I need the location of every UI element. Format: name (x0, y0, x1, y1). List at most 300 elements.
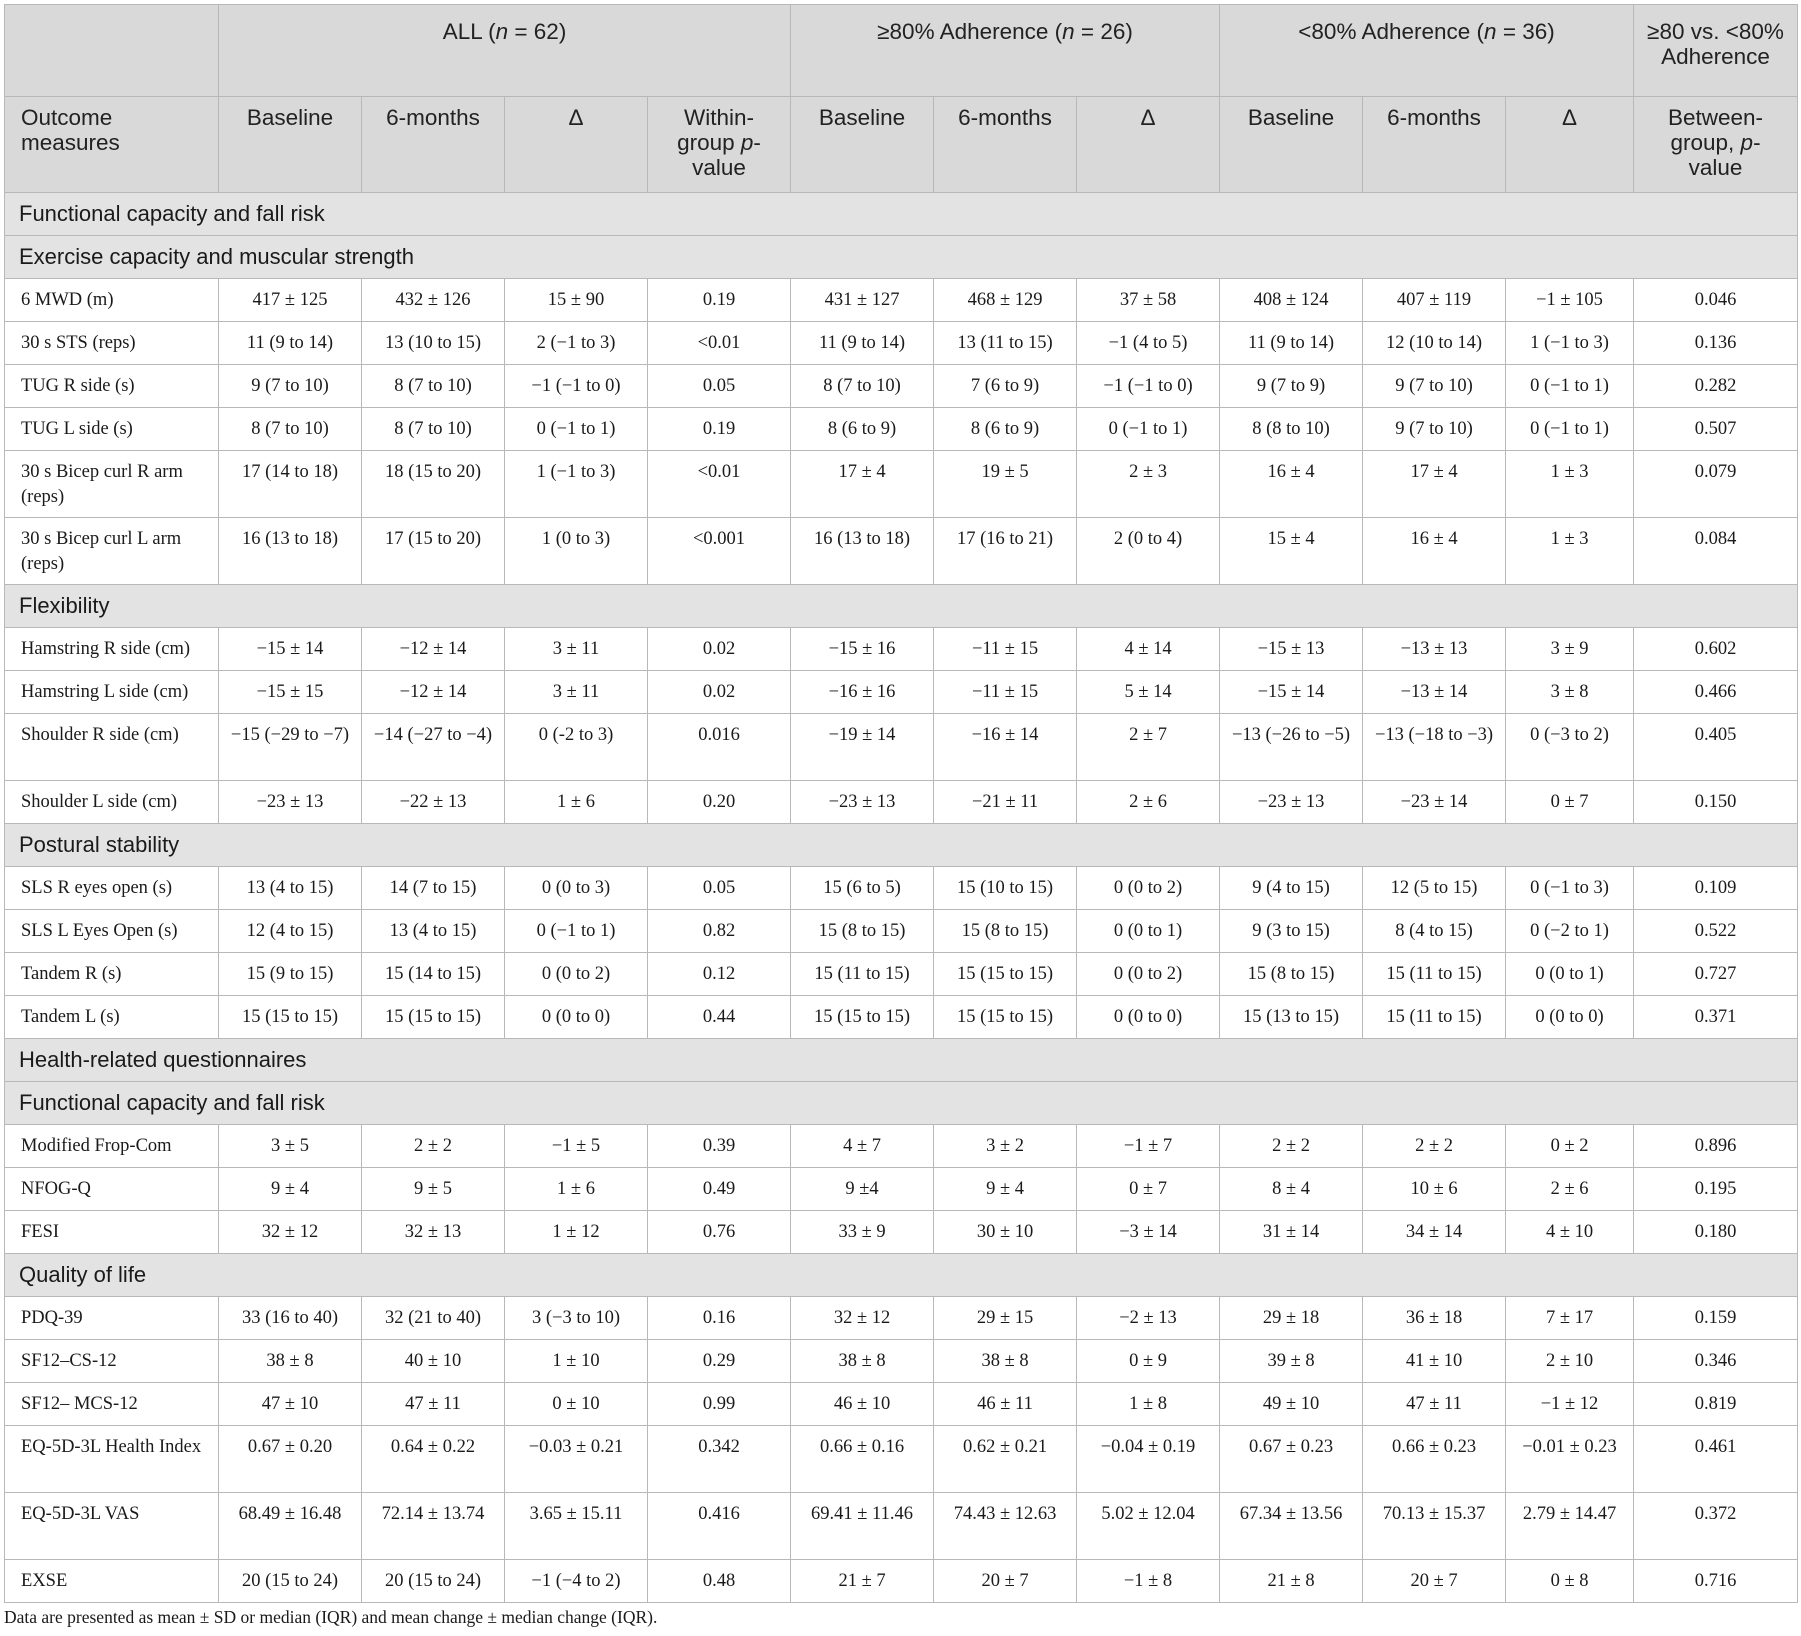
outcome-label: Modified Frop-Com (5, 1125, 219, 1168)
all-delta-header: Δ (505, 97, 648, 193)
table-cell: −13 (−26 to −5) (1220, 714, 1363, 781)
outcome-label: Hamstring R side (cm) (5, 628, 219, 671)
table-cell: 0.896 (1634, 1125, 1798, 1168)
table-cell: 2 (−1 to 3) (505, 322, 648, 365)
group-all-header (219, 5, 791, 97)
section-heading: Postural stability (5, 824, 1798, 867)
table-cell: −1 (−1 to 0) (1077, 365, 1220, 408)
table-cell: 32 ± 12 (219, 1211, 362, 1254)
table-cell: 0.19 (648, 279, 791, 322)
table-cell: 30 ± 10 (934, 1211, 1077, 1254)
table-cell: 0.727 (1634, 953, 1798, 996)
outcome-label: 30 s Bicep curl L arm (reps) (5, 518, 219, 585)
outcome-label: 30 s Bicep curl R arm (reps) (5, 451, 219, 518)
table-cell: −21 ± 11 (934, 781, 1077, 824)
table-cell: 0 (−1 to 3) (1506, 867, 1634, 910)
table-cell: 3 ± 9 (1506, 628, 1634, 671)
outcome-label: Tandem R (s) (5, 953, 219, 996)
table-cell: −23 ± 13 (791, 781, 934, 824)
table-cell: −1 ± 105 (1506, 279, 1634, 322)
table-cell: 32 ± 13 (362, 1211, 505, 1254)
table-cell: 0.522 (1634, 910, 1798, 953)
table-cell: 13 (10 to 15) (362, 322, 505, 365)
table-cell: −15 ± 14 (219, 628, 362, 671)
table-cell: 19 ± 5 (934, 451, 1077, 518)
table-cell: 7 ± 17 (1506, 1297, 1634, 1340)
group-all-label: ALL ( (442, 19, 496, 44)
table-cell: 2.79 ± 14.47 (1506, 1493, 1634, 1560)
table-cell: 15 (13 to 15) (1220, 996, 1363, 1039)
table-cell: 0 (−1 to 1) (505, 910, 648, 953)
group-all-n: n (495, 19, 509, 44)
table-cell: 15 (9 to 15) (219, 953, 362, 996)
table-cell: 0.416 (648, 1493, 791, 1560)
group-high-label: ≥80% Adherence ( (877, 19, 1063, 44)
table-cell: 36 ± 18 (1363, 1297, 1506, 1340)
table-cell: 16 (13 to 18) (219, 518, 362, 585)
table-cell: 0.136 (1634, 322, 1798, 365)
table-cell: 0.016 (648, 714, 791, 781)
table-cell: 8 (4 to 15) (1363, 910, 1506, 953)
table-cell: 9 (7 to 9) (1220, 365, 1363, 408)
table-cell: 0.150 (1634, 781, 1798, 824)
table-cell: 3 ± 11 (505, 628, 648, 671)
table-cell: 0.084 (1634, 518, 1798, 585)
table-cell: 0.461 (1634, 1426, 1798, 1493)
section-heading: Flexibility (5, 585, 1798, 628)
low-delta-header: Δ (1506, 97, 1634, 193)
table-cell: 29 ± 15 (934, 1297, 1077, 1340)
table-cell: 3.65 ± 15.11 (505, 1493, 648, 1560)
table-cell: −0.01 ± 0.23 (1506, 1426, 1634, 1493)
table-cell: 1 ± 3 (1506, 518, 1634, 585)
outcome-label: Shoulder R side (cm) (5, 714, 219, 781)
table-cell: 15 (15 to 15) (934, 996, 1077, 1039)
table-cell: 15 (15 to 15) (219, 996, 362, 1039)
within-group-text: Within-group (677, 105, 755, 155)
table-row (5, 953, 1798, 996)
table-cell: 0.66 ± 0.23 (1363, 1426, 1506, 1493)
between-group-suffix: -value (1688, 130, 1761, 180)
table-cell: −22 ± 13 (362, 781, 505, 824)
table-cell: 9 (7 to 10) (1363, 365, 1506, 408)
table-cell: 21 ± 7 (791, 1560, 934, 1603)
table-cell: −1 (−1 to 0) (505, 365, 648, 408)
section-row (5, 1254, 1798, 1297)
table-cell: 0.159 (1634, 1297, 1798, 1340)
table-cell: −1 ± 7 (1077, 1125, 1220, 1168)
table-cell: −16 ± 16 (791, 671, 934, 714)
outcome-measures-header: Outcome measures (5, 97, 219, 193)
table-cell: 14 (7 to 15) (362, 867, 505, 910)
table-cell: <0.01 (648, 322, 791, 365)
table-cell: 11 (9 to 14) (1220, 322, 1363, 365)
table-cell: 15 (14 to 15) (362, 953, 505, 996)
table-row (5, 867, 1798, 910)
table-cell: 1 ± 6 (505, 1168, 648, 1211)
table-cell: 0 ± 2 (1506, 1125, 1634, 1168)
table-cell: 0.716 (1634, 1560, 1798, 1603)
table-cell: −23 ± 13 (219, 781, 362, 824)
section-row (5, 585, 1798, 628)
table-cell: 12 (4 to 15) (219, 910, 362, 953)
group-low-label: <80% Adherence ( (1298, 19, 1485, 44)
table-cell: 0.76 (648, 1211, 791, 1254)
table-cell: 0.195 (1634, 1168, 1798, 1211)
header-corner (5, 5, 219, 97)
comparison-header: ≥80 vs. <80% Adherence (1634, 5, 1798, 97)
outcome-label: Tandem L (s) (5, 996, 219, 1039)
table-cell: 0 (0 to 2) (1077, 867, 1220, 910)
table-cell: 0.20 (648, 781, 791, 824)
table-row (5, 1560, 1798, 1603)
table-cell: 17 (14 to 18) (219, 451, 362, 518)
table-cell: 0 (0 to 0) (1506, 996, 1634, 1039)
table-cell: 432 ± 126 (362, 279, 505, 322)
table-cell: 0.67 ± 0.20 (219, 1426, 362, 1493)
table-cell: 0.82 (648, 910, 791, 953)
table-row (5, 365, 1798, 408)
table-cell: 70.13 ± 15.37 (1363, 1493, 1506, 1560)
within-group-p: p (740, 130, 754, 155)
table-row (5, 1125, 1798, 1168)
table-cell: 4 ± 14 (1077, 628, 1220, 671)
between-group-text: Between-group, (1667, 105, 1764, 155)
table-cell: 0 (−1 to 1) (1506, 408, 1634, 451)
table-cell: −1 ± 5 (505, 1125, 648, 1168)
table-cell: 2 ± 2 (1363, 1125, 1506, 1168)
table-cell: 69.41 ± 11.46 (791, 1493, 934, 1560)
table-row (5, 671, 1798, 714)
table-cell: −15 ± 15 (219, 671, 362, 714)
table-cell: 0 ± 10 (505, 1383, 648, 1426)
outcome-label: SLS R eyes open (s) (5, 867, 219, 910)
table-cell: 1 ± 8 (1077, 1383, 1220, 1426)
low-baseline-header: Baseline (1220, 97, 1363, 193)
table-cell: 417 ± 125 (219, 279, 362, 322)
table-cell: 21 ± 8 (1220, 1560, 1363, 1603)
table-cell: 20 (15 to 24) (219, 1560, 362, 1603)
table-cell: 0.66 ± 0.16 (791, 1426, 934, 1493)
group-high-n: n (1062, 19, 1075, 44)
section-row (5, 236, 1798, 279)
section-heading: Exercise capacity and muscular strength (5, 236, 1798, 279)
table-row (5, 1383, 1798, 1426)
table-cell: −19 ± 14 (791, 714, 934, 781)
table-cell: 0.16 (648, 1297, 791, 1340)
table-cell: 0.819 (1634, 1383, 1798, 1426)
table-cell: 0.046 (1634, 279, 1798, 322)
table-cell: 0 ± 7 (1506, 781, 1634, 824)
table-cell: 40 ± 10 (362, 1340, 505, 1383)
table-cell: 2 ± 3 (1077, 451, 1220, 518)
table-row (5, 1211, 1798, 1254)
table-cell: 13 (11 to 15) (934, 322, 1077, 365)
table-cell: −13 (−18 to −3) (1363, 714, 1506, 781)
outcome-label: 30 s STS (reps) (5, 322, 219, 365)
outcome-label: SF12– MCS-12 (5, 1383, 219, 1426)
table-cell: 2 ± 6 (1077, 781, 1220, 824)
table-row (5, 1426, 1798, 1493)
table-cell: 3 ± 2 (934, 1125, 1077, 1168)
high-6-months-header: 6-months (934, 97, 1077, 193)
table-cell: 8 (7 to 10) (219, 408, 362, 451)
table-header (5, 5, 1798, 193)
table-cell: −1 (−4 to 2) (505, 1560, 648, 1603)
table-cell: 431 ± 127 (791, 279, 934, 322)
table-cell: 68.49 ± 16.48 (219, 1493, 362, 1560)
table-cell: 3 ± 11 (505, 671, 648, 714)
group-low-count: = 36) (1496, 19, 1555, 44)
outcomes-table (4, 4, 1798, 1603)
table-row (5, 910, 1798, 953)
table-cell: 31 ± 14 (1220, 1211, 1363, 1254)
table-cell: <0.01 (648, 451, 791, 518)
table-cell: 1 ± 3 (1506, 451, 1634, 518)
table-cell: 33 (16 to 40) (219, 1297, 362, 1340)
table-cell: 0 (−2 to 1) (1506, 910, 1634, 953)
table-cell: 10 ± 6 (1363, 1168, 1506, 1211)
table-cell: 1 ± 6 (505, 781, 648, 824)
table-cell: 33 ± 9 (791, 1211, 934, 1254)
group-high-adherence-header (791, 5, 1220, 97)
table-cell: 0 (−3 to 2) (1506, 714, 1634, 781)
table-cell: 32 ± 12 (791, 1297, 934, 1340)
outcome-label: SLS L Eyes Open (s) (5, 910, 219, 953)
table-cell: 8 ± 4 (1220, 1168, 1363, 1211)
table-footnote: Data are presented as mean ± SD or median (IQR) and mean change ± median change (IQR). (4, 1607, 658, 1627)
table-cell: 46 ± 11 (934, 1383, 1077, 1426)
high-baseline-header: Baseline (791, 97, 934, 193)
table-cell: 0.67 ± 0.23 (1220, 1426, 1363, 1493)
outcome-label: TUG L side (s) (5, 408, 219, 451)
table-cell: 11 (9 to 14) (219, 322, 362, 365)
table-cell: 468 ± 129 (934, 279, 1077, 322)
table-cell: −11 ± 15 (934, 628, 1077, 671)
table-cell: 15 (8 to 15) (791, 910, 934, 953)
table-cell: 0.05 (648, 365, 791, 408)
section-heading: Health-related questionnaires (5, 1039, 1798, 1082)
table-cell: 17 ± 4 (791, 451, 934, 518)
table-cell: 407 ± 119 (1363, 279, 1506, 322)
table-cell: −13 ± 14 (1363, 671, 1506, 714)
outcome-label: EQ-5D-3L Health Index (5, 1426, 219, 1493)
table-cell: 37 ± 58 (1077, 279, 1220, 322)
table-cell: 0 (0 to 0) (1077, 996, 1220, 1039)
table-cell: 38 ± 8 (219, 1340, 362, 1383)
section-row (5, 1082, 1798, 1125)
table-cell: 47 ± 11 (1363, 1383, 1506, 1426)
outcome-label: NFOG-Q (5, 1168, 219, 1211)
table-cell: 0.405 (1634, 714, 1798, 781)
table-cell: 46 ± 10 (791, 1383, 934, 1426)
table-cell: 2 ± 10 (1506, 1340, 1634, 1383)
table-cell: −1 (4 to 5) (1077, 322, 1220, 365)
table-row (5, 451, 1798, 518)
table-cell: 5.02 ± 12.04 (1077, 1493, 1220, 1560)
table-cell: 34 ± 14 (1363, 1211, 1506, 1254)
table-cell: −14 (−27 to −4) (362, 714, 505, 781)
table-cell: 15 (11 to 15) (791, 953, 934, 996)
table-cell: −0.04 ± 0.19 (1077, 1426, 1220, 1493)
table-cell: 0 (0 to 0) (505, 996, 648, 1039)
table-cell: 49 ± 10 (1220, 1383, 1363, 1426)
table-cell: 20 ± 7 (934, 1560, 1077, 1603)
table-cell: 2 (0 to 4) (1077, 518, 1220, 585)
table-row (5, 1340, 1798, 1383)
table-cell: 47 ± 10 (219, 1383, 362, 1426)
table-cell: 15 (6 to 5) (791, 867, 934, 910)
table-cell: 38 ± 8 (791, 1340, 934, 1383)
table-cell: −0.03 ± 0.21 (505, 1426, 648, 1493)
table-cell: 67.34 ± 13.56 (1220, 1493, 1363, 1560)
table-cell: 39 ± 8 (1220, 1340, 1363, 1383)
table-cell: 0 (−1 to 1) (1506, 365, 1634, 408)
table-cell: 15 (15 to 15) (791, 996, 934, 1039)
section-heading: Functional capacity and fall risk (5, 193, 1798, 236)
table-cell: −15 (−29 to −7) (219, 714, 362, 781)
outcome-label: 6 MWD (m) (5, 279, 219, 322)
table-cell: 0 (0 to 3) (505, 867, 648, 910)
table-cell: 0.282 (1634, 365, 1798, 408)
table-cell: 0 (0 to 1) (1506, 953, 1634, 996)
table-cell: 38 ± 8 (934, 1340, 1077, 1383)
table-cell: 0.602 (1634, 628, 1798, 671)
table-cell: 0 ± 9 (1077, 1340, 1220, 1383)
table-row (5, 996, 1798, 1039)
table-cell: 29 ± 18 (1220, 1297, 1363, 1340)
table-cell: 0.507 (1634, 408, 1798, 451)
section-row (5, 1039, 1798, 1082)
table-cell: 9 (3 to 15) (1220, 910, 1363, 953)
table-cell: 74.43 ± 12.63 (934, 1493, 1077, 1560)
table-cell: 0 (0 to 2) (505, 953, 648, 996)
table-cell: 4 ± 7 (791, 1125, 934, 1168)
table-cell: 17 ± 4 (1363, 451, 1506, 518)
table-cell: −23 ± 14 (1363, 781, 1506, 824)
table-cell: 1 ± 10 (505, 1340, 648, 1383)
table-body (5, 193, 1798, 1603)
outcome-label: FESI (5, 1211, 219, 1254)
table-cell: 20 (15 to 24) (362, 1560, 505, 1603)
table-cell: −15 ± 14 (1220, 671, 1363, 714)
outcome-label: EXSE (5, 1560, 219, 1603)
table-cell: 13 (4 to 15) (219, 867, 362, 910)
table-cell: 0.346 (1634, 1340, 1798, 1383)
high-delta-header: Δ (1077, 97, 1220, 193)
table-cell: 4 ± 10 (1506, 1211, 1634, 1254)
outcome-label: SF12–CS-12 (5, 1340, 219, 1383)
table-cell: 0.64 ± 0.22 (362, 1426, 505, 1493)
table-cell: 8 (8 to 10) (1220, 408, 1363, 451)
table-cell: 11 (9 to 14) (791, 322, 934, 365)
table-cell: 0 (−1 to 1) (505, 408, 648, 451)
table-cell: −2 ± 13 (1077, 1297, 1220, 1340)
table-cell: 8 (7 to 10) (362, 365, 505, 408)
table-cell: 2 ± 2 (1220, 1125, 1363, 1168)
low-6-months-header: 6-months (1363, 97, 1506, 193)
table-cell: 408 ± 124 (1220, 279, 1363, 322)
table-cell: <0.001 (648, 518, 791, 585)
table-cell: 0.49 (648, 1168, 791, 1211)
table-cell: 0.079 (1634, 451, 1798, 518)
table-cell: −11 ± 15 (934, 671, 1077, 714)
column-header-row (5, 97, 1798, 193)
table-cell: 0.05 (648, 867, 791, 910)
table-cell: 0.342 (648, 1426, 791, 1493)
table-cell: 16 ± 4 (1220, 451, 1363, 518)
table-cell: −13 ± 13 (1363, 628, 1506, 671)
table-cell: 15 ± 4 (1220, 518, 1363, 585)
within-group-suffix: -value (692, 130, 761, 180)
table-cell: 9 ± 4 (934, 1168, 1077, 1211)
table-cell: 0.02 (648, 671, 791, 714)
section-row (5, 193, 1798, 236)
table-cell: 1 (0 to 3) (505, 518, 648, 585)
table-cell: −3 ± 14 (1077, 1211, 1220, 1254)
table-cell: −1 ± 12 (1506, 1383, 1634, 1426)
table-row (5, 1168, 1798, 1211)
table-row (5, 518, 1798, 585)
table-row (5, 1493, 1798, 1560)
table-cell: 0 (0 to 1) (1077, 910, 1220, 953)
section-heading: Functional capacity and fall risk (5, 1082, 1798, 1125)
table-row (5, 628, 1798, 671)
table-cell: 0.19 (648, 408, 791, 451)
table-cell: 15 (8 to 15) (1220, 953, 1363, 996)
table-cell: 15 (8 to 15) (934, 910, 1077, 953)
table-cell: 0 (-2 to 3) (505, 714, 648, 781)
table-cell: 9 (7 to 10) (1363, 408, 1506, 451)
table-cell: 20 ± 7 (1363, 1560, 1506, 1603)
results-table-container (4, 4, 1797, 1603)
within-group-p-header (648, 97, 791, 193)
table-cell: 0 (−1 to 1) (1077, 408, 1220, 451)
table-row (5, 714, 1798, 781)
table-cell: 8 (7 to 10) (362, 408, 505, 451)
table-cell: 0 ± 7 (1077, 1168, 1220, 1211)
table-cell: −23 ± 13 (1220, 781, 1363, 824)
table-cell: 0.99 (648, 1383, 791, 1426)
table-cell: 8 (7 to 10) (791, 365, 934, 408)
table-cell: 8 (6 to 9) (791, 408, 934, 451)
table-cell: 1 ± 12 (505, 1211, 648, 1254)
table-cell: 32 (21 to 40) (362, 1297, 505, 1340)
table-cell: 2 ± 2 (362, 1125, 505, 1168)
between-group-p: p (1740, 130, 1754, 155)
table-row (5, 322, 1798, 365)
table-cell: 0.62 ± 0.21 (934, 1426, 1077, 1493)
table-cell: 0.39 (648, 1125, 791, 1168)
table-cell: 2 ± 7 (1077, 714, 1220, 781)
table-cell: 16 ± 4 (1363, 518, 1506, 585)
table-cell: −15 ± 13 (1220, 628, 1363, 671)
table-cell: 0.02 (648, 628, 791, 671)
outcome-label: Hamstring L side (cm) (5, 671, 219, 714)
table-cell: 12 (5 to 15) (1363, 867, 1506, 910)
outcome-label: PDQ-39 (5, 1297, 219, 1340)
table-cell: 0.109 (1634, 867, 1798, 910)
table-cell: 1 (−1 to 3) (505, 451, 648, 518)
table-cell: 15 (10 to 15) (934, 867, 1077, 910)
all-baseline-header: Baseline (219, 97, 362, 193)
table-cell: 2 ± 6 (1506, 1168, 1634, 1211)
table-cell: 72.14 ± 13.74 (362, 1493, 505, 1560)
table-row (5, 408, 1798, 451)
table-cell: 15 (11 to 15) (1363, 996, 1506, 1039)
group-header-row (5, 5, 1798, 97)
table-cell: 0.371 (1634, 996, 1798, 1039)
